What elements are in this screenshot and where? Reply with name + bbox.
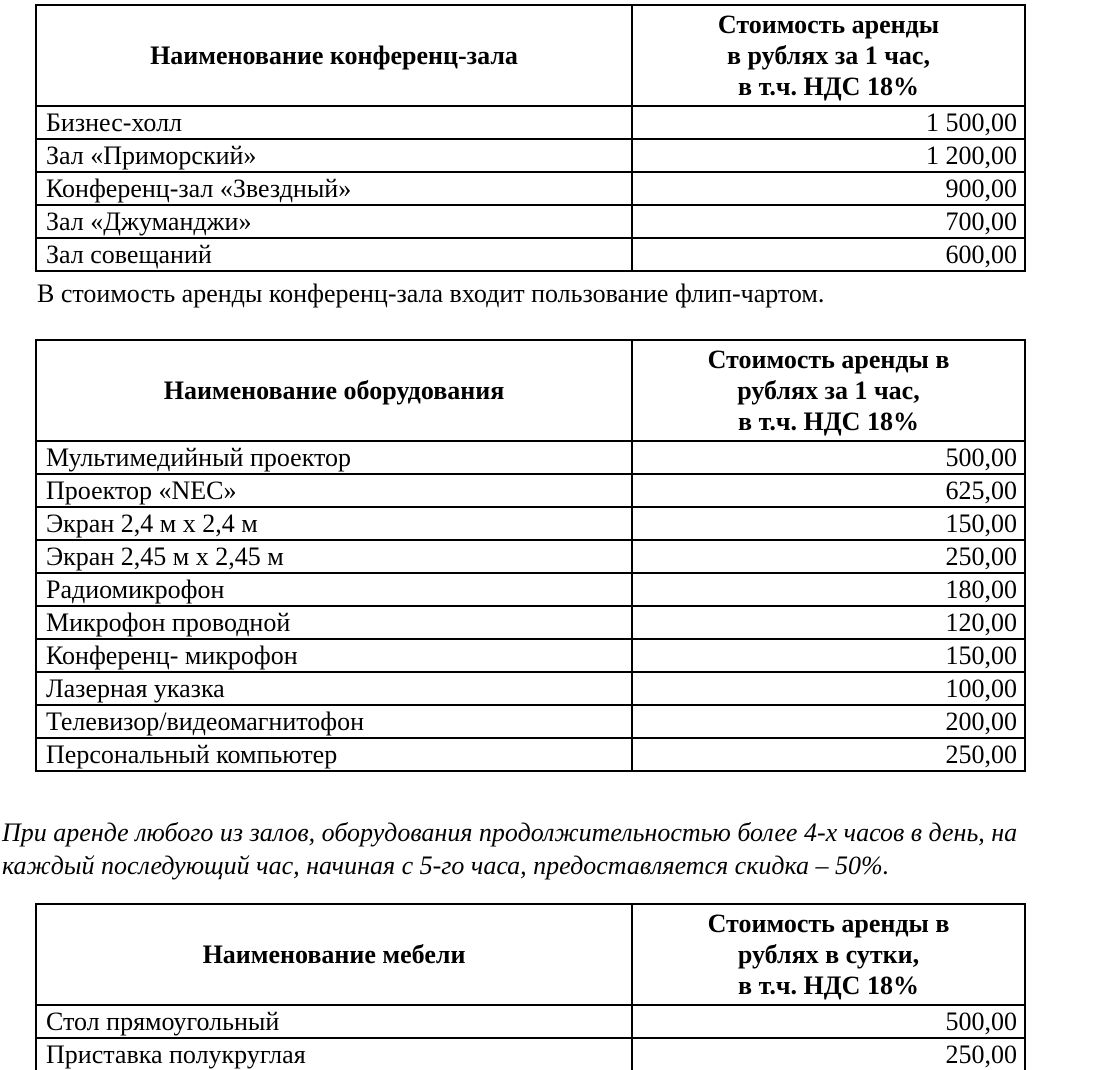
equipment-table-header <box>36 340 1025 441</box>
price-header-line: Стоимость аренды в <box>707 909 950 938</box>
item-name-cell: Зал совещаний <box>36 238 632 271</box>
furniture-table <box>35 903 1026 1070</box>
name-column-header: Наименование мебели <box>36 904 632 1005</box>
item-name-cell: Лазерная указка <box>36 672 632 705</box>
item-name-cell: Зал «Приморский» <box>36 139 632 172</box>
table-row <box>36 606 1025 639</box>
item-price-cell: 1 200,00 <box>632 139 1025 172</box>
name-column-header: Наименование оборудования <box>36 340 632 441</box>
item-price-cell: 120,00 <box>632 606 1025 639</box>
price-header-line: Стоимость аренды в <box>707 345 950 374</box>
item-price-cell: 700,00 <box>632 205 1025 238</box>
price-header-line: в т.ч. НДС 18% <box>738 407 919 436</box>
equipment-table-body <box>36 441 1025 771</box>
item-name-cell: Конференц- микрофон <box>36 639 632 672</box>
table-row <box>36 573 1025 606</box>
furniture-table-body <box>36 1005 1025 1070</box>
price-column-header <box>632 5 1025 106</box>
item-name-cell: Приставка полукруглая <box>36 1038 632 1070</box>
table-row <box>36 738 1025 771</box>
item-price-cell: 900,00 <box>632 172 1025 205</box>
conference-halls-table-header <box>36 5 1025 106</box>
name-column-header: Наименование конференц-зала <box>36 5 632 106</box>
discount-note-line: каждый последующий час, начиная с 5-го часа, предоставляется скидка – 50%. <box>2 851 890 880</box>
table-row <box>36 672 1025 705</box>
price-column-header <box>632 340 1025 441</box>
price-header-line: в т.ч. НДС 18% <box>738 72 919 101</box>
flipchart-note: В стоимость аренды конференц-зала входит пользование флип-чартом. <box>37 279 825 308</box>
table-row <box>36 1038 1025 1070</box>
table-row <box>36 1005 1025 1038</box>
table-row <box>36 540 1025 573</box>
item-price-cell: 1 500,00 <box>632 106 1025 139</box>
item-price-cell: 600,00 <box>632 238 1025 271</box>
table-row <box>36 474 1025 507</box>
furniture-table-header <box>36 904 1025 1005</box>
item-price-cell: 500,00 <box>632 441 1025 474</box>
header-row <box>36 340 1025 441</box>
item-name-cell: Бизнес-холл <box>36 106 632 139</box>
table-row <box>36 172 1025 205</box>
discount-note-line: При аренде любого из залов, оборудования продолжительностью более 4-х часов в день, на <box>2 818 1018 847</box>
table-row <box>36 639 1025 672</box>
item-price-cell: 250,00 <box>632 540 1025 573</box>
header-row <box>36 904 1025 1005</box>
conference-halls-table <box>35 4 1026 272</box>
item-price-cell: 100,00 <box>632 672 1025 705</box>
price-header-line: в т.ч. НДС 18% <box>738 971 919 1000</box>
item-name-cell: Мультимедийный проектор <box>36 441 632 474</box>
item-name-cell: Зал «Джуманджи» <box>36 205 632 238</box>
item-name-cell: Проектор «NEC» <box>36 474 632 507</box>
table-row <box>36 705 1025 738</box>
table-row <box>36 205 1025 238</box>
item-name-cell: Микрофон проводной <box>36 606 632 639</box>
discount-note <box>2 816 1102 882</box>
item-price-cell: 250,00 <box>632 738 1025 771</box>
table-row <box>36 238 1025 271</box>
item-name-cell: Конференц-зал «Звездный» <box>36 172 632 205</box>
item-price-cell: 150,00 <box>632 507 1025 540</box>
item-price-cell: 250,00 <box>632 1038 1025 1070</box>
item-price-cell: 500,00 <box>632 1005 1025 1038</box>
item-name-cell: Радиомикрофон <box>36 573 632 606</box>
item-price-cell: 200,00 <box>632 705 1025 738</box>
header-row <box>36 5 1025 106</box>
item-price-cell: 180,00 <box>632 573 1025 606</box>
price-column-header <box>632 904 1025 1005</box>
item-name-cell: Телевизор/видеомагнитофон <box>36 705 632 738</box>
price-header-line: Стоимость аренды <box>717 10 940 39</box>
equipment-table <box>35 339 1026 772</box>
item-name-cell: Экран 2,45 м х 2,45 м <box>36 540 632 573</box>
price-header-line: в рублях за 1 час, <box>727 41 930 70</box>
table-row <box>36 139 1025 172</box>
price-header-line: рублях в сутки, <box>737 940 920 969</box>
item-name-cell: Персональный компьютер <box>36 738 632 771</box>
item-name-cell: Стол прямоугольный <box>36 1005 632 1038</box>
table-row <box>36 507 1025 540</box>
table-row <box>36 106 1025 139</box>
item-price-cell: 150,00 <box>632 639 1025 672</box>
table-row <box>36 441 1025 474</box>
conference-halls-table-body <box>36 106 1025 271</box>
item-name-cell: Экран 2,4 м х 2,4 м <box>36 507 632 540</box>
item-price-cell: 625,00 <box>632 474 1025 507</box>
price-header-line: рублях за 1 час, <box>737 376 920 405</box>
